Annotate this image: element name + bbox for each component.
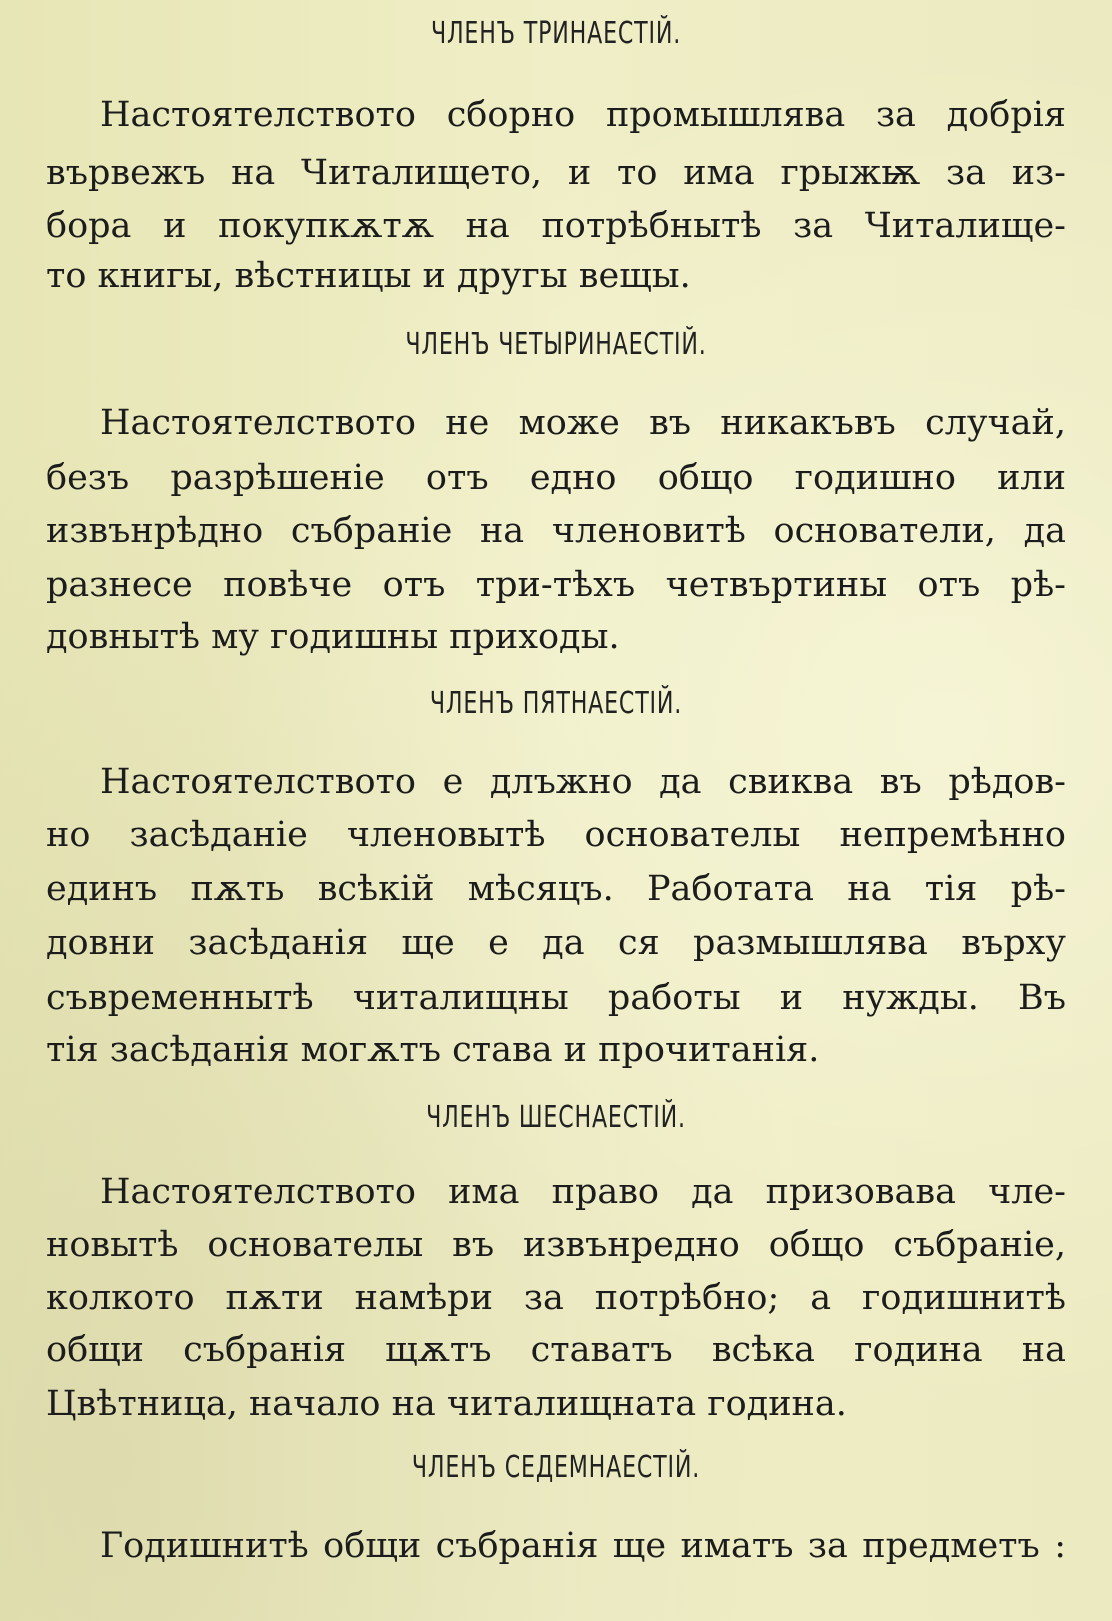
article-heading: ЧЛЕНЪ ПЯТНАЕСТІЙ. <box>429 686 683 721</box>
article-heading: ЧЛЕНЪ СЕДЕМНАЕСТІЙ. <box>411 1450 701 1485</box>
article-heading: ЧЛЕНЪ ШЕСНАЕСТІЙ. <box>426 1100 686 1135</box>
text-line: тія засѣданія могѫтъ става и прочитанія. <box>46 1030 820 1070</box>
text-line: довни засѣданія ще е да ся размышлява върху <box>46 923 1066 963</box>
text-line: Настоятелството не може въ никакъвъ случай, <box>100 403 1066 443</box>
text-line: Настоятелството сборно промышлява за добрія <box>100 95 1066 135</box>
text-line: Цвѣтница, начало на читалищната година. <box>46 1384 847 1424</box>
article-heading: ЧЛЕНЪ ТРИНАЕСТІЙ. <box>430 16 682 51</box>
text-line: съвременнытѣ читалищны работы и нужды. Въ <box>46 978 1066 1018</box>
text-line: общи събранія щѫтъ ставатъ всѣка година на <box>46 1330 1066 1370</box>
text-line: Годишнитѣ общи събранія ще иматъ за предметъ : <box>100 1526 1066 1566</box>
text-line: вървежъ на Читалището, и то има грыжѭ за из- <box>46 153 1066 193</box>
text-line: новытѣ основателы въ извънредно общо събраніе, <box>46 1225 1066 1265</box>
text-line: довнытѣ му годишны приходы. <box>46 617 620 657</box>
article-heading: ЧЛЕНЪ ЧЕТЫРИНАЕСТІЙ. <box>405 327 707 362</box>
text-line: безъ разрѣшеніе отъ едно общо годишно или <box>46 458 1066 498</box>
text-line: но засѣданіе членовытѣ основателы непремѣнно <box>46 815 1066 855</box>
text-line: единъ пѫть всѣкій мѣсяцъ. Работата на тія рѣ- <box>46 869 1066 909</box>
text-line: Настоятелството е длъжно да свиква въ рѣдов- <box>100 762 1066 802</box>
text-line: колкото пѫти намѣри за потрѣбно; а годишнитѣ <box>46 1278 1066 1318</box>
text-line: разнесе повѣче отъ три-тѣхъ четвъртины отъ рѣ- <box>46 565 1066 605</box>
text-line: извънрѣдно събраніе на членовитѣ основатели, да <box>46 511 1066 551</box>
text-line: Настоятелството има право да призовава чле- <box>100 1172 1066 1212</box>
text-line: бора и покупкѫтѫ на потрѣбнытѣ за Читалище- <box>46 206 1066 246</box>
text-line: то книгы, вѣстницы и другы вещы. <box>46 256 691 296</box>
